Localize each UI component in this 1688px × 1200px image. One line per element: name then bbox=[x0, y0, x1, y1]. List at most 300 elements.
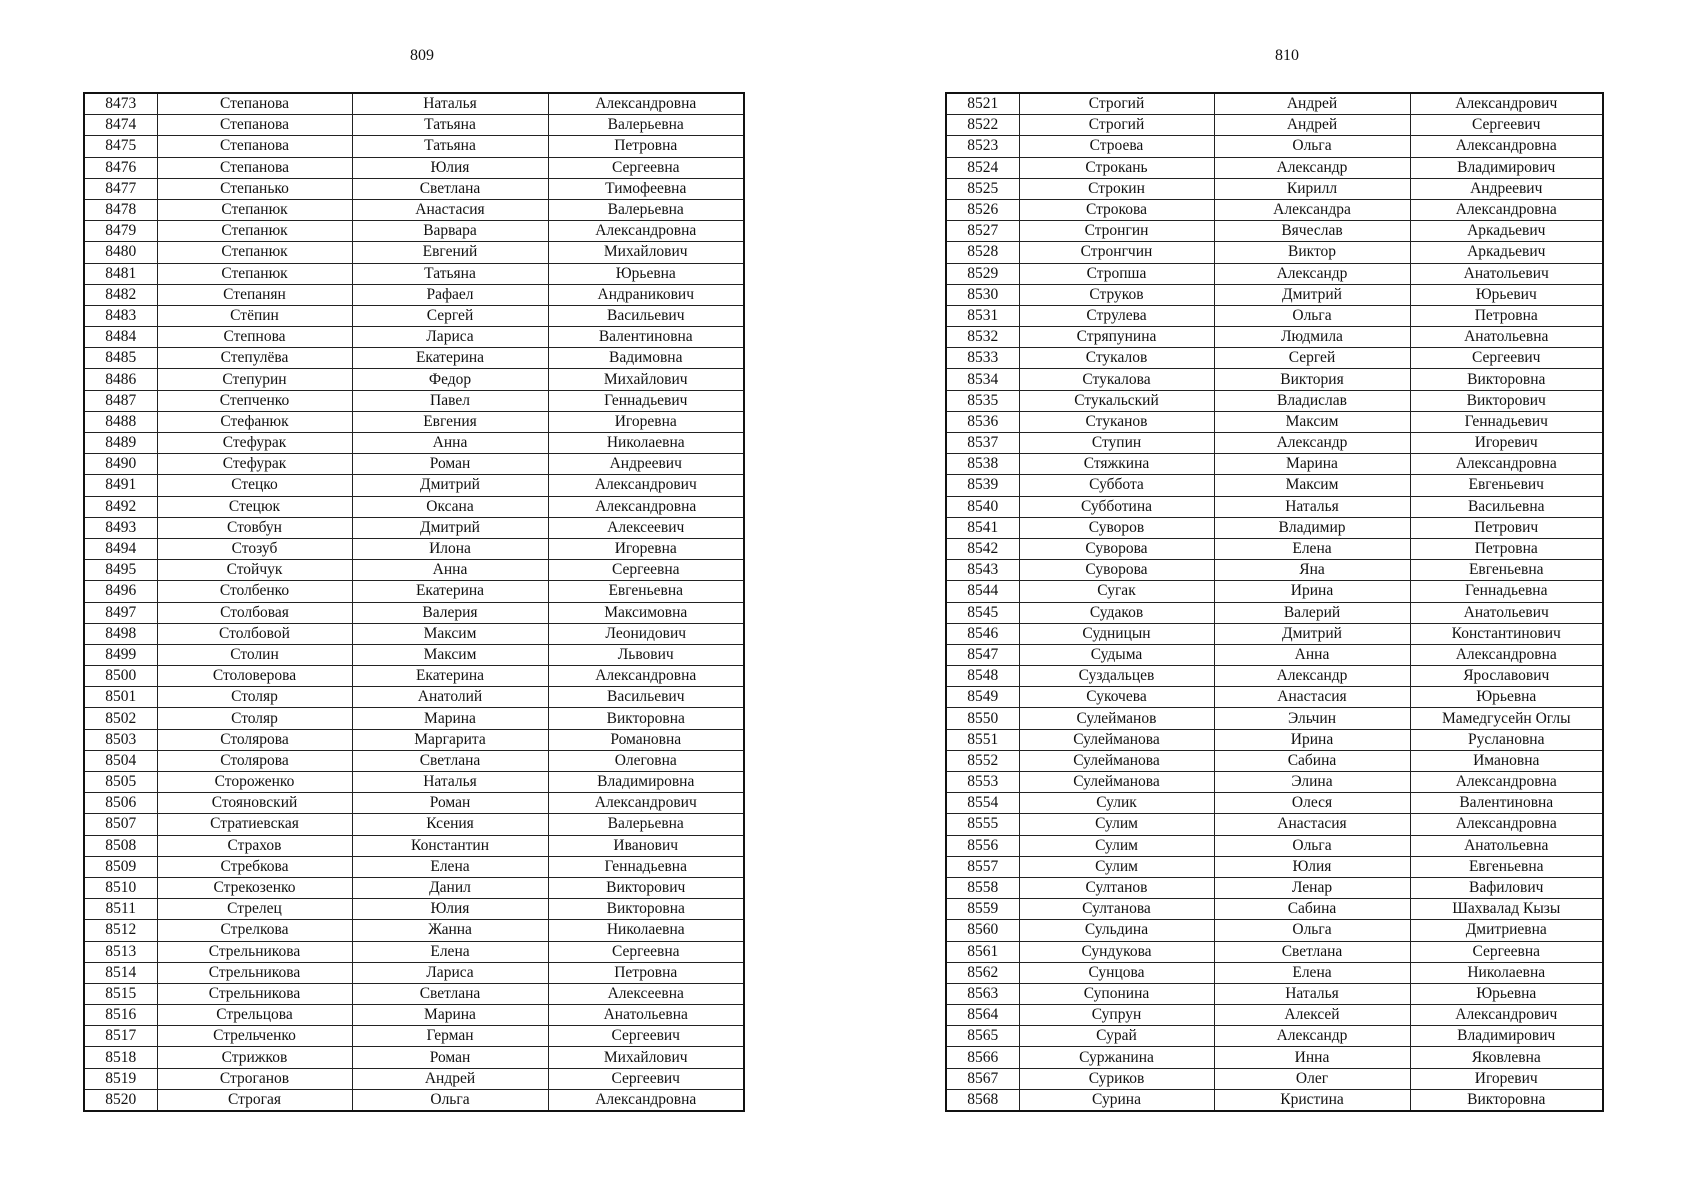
surname-cell: Степулёва bbox=[157, 348, 352, 369]
patronymic-cell: Евгеньевна bbox=[548, 581, 744, 602]
table-row bbox=[84, 327, 744, 348]
record-number-cell: 8515 bbox=[84, 983, 157, 1004]
table-row bbox=[84, 305, 744, 326]
patronymic-cell: Александровна bbox=[1410, 136, 1603, 157]
surname-cell: Стукалов bbox=[1019, 348, 1214, 369]
table-row bbox=[946, 729, 1603, 750]
surname-cell: Судаков bbox=[1019, 602, 1214, 623]
table-row bbox=[946, 93, 1603, 115]
table-row bbox=[84, 623, 744, 644]
table-row bbox=[84, 835, 744, 856]
first-name-cell: Лариса bbox=[352, 962, 548, 983]
surname-cell: Сугак bbox=[1019, 581, 1214, 602]
patronymic-cell: Сергеевич bbox=[548, 1026, 744, 1047]
patronymic-cell: Сергеевна bbox=[548, 560, 744, 581]
first-name-cell: Александр bbox=[1214, 433, 1410, 454]
first-name-cell: Максим bbox=[352, 623, 548, 644]
surname-cell: Сулим bbox=[1019, 856, 1214, 877]
record-number-cell: 8490 bbox=[84, 454, 157, 475]
patronymic-cell: Юрьевна bbox=[1410, 687, 1603, 708]
table-row bbox=[946, 475, 1603, 496]
surname-cell: Стронгин bbox=[1019, 221, 1214, 242]
record-number-cell: 8505 bbox=[84, 772, 157, 793]
table-row bbox=[84, 750, 744, 771]
table-row bbox=[946, 602, 1603, 623]
record-number-cell: 8487 bbox=[84, 390, 157, 411]
patronymic-cell: Руслановна bbox=[1410, 729, 1603, 750]
patronymic-cell: Юрьевна bbox=[548, 263, 744, 284]
record-number-cell: 8534 bbox=[946, 369, 1019, 390]
surname-cell: Степанюк bbox=[157, 199, 352, 220]
table-row bbox=[84, 221, 744, 242]
table-row bbox=[84, 666, 744, 687]
surname-cell: Степанько bbox=[157, 178, 352, 199]
first-name-cell: Вячеслав bbox=[1214, 221, 1410, 242]
record-number-cell: 8473 bbox=[84, 93, 157, 115]
surname-cell: Стрелец bbox=[157, 899, 352, 920]
table-row bbox=[946, 1089, 1603, 1111]
first-name-cell: Александр bbox=[1214, 1026, 1410, 1047]
first-name-cell: Екатерина bbox=[352, 666, 548, 687]
first-name-cell: Александр bbox=[1214, 666, 1410, 687]
surname-cell: Субботина bbox=[1019, 496, 1214, 517]
record-number-cell: 8561 bbox=[946, 941, 1019, 962]
first-name-cell: Марина bbox=[352, 1005, 548, 1026]
patronymic-cell: Александрович bbox=[548, 793, 744, 814]
record-number-cell: 8517 bbox=[84, 1026, 157, 1047]
first-name-cell: Оксана bbox=[352, 496, 548, 517]
first-name-cell: Татьяна bbox=[352, 115, 548, 136]
patronymic-cell: Львович bbox=[548, 644, 744, 665]
first-name-cell: Валерий bbox=[1214, 602, 1410, 623]
patronymic-cell: Владимирович bbox=[1410, 1026, 1603, 1047]
surname-cell: Стрельченко bbox=[157, 1026, 352, 1047]
first-name-cell: Ленар bbox=[1214, 877, 1410, 898]
record-number-cell: 8482 bbox=[84, 284, 157, 305]
table-row bbox=[84, 390, 744, 411]
surname-cell: Степурин bbox=[157, 369, 352, 390]
first-name-cell: Кристина bbox=[1214, 1089, 1410, 1111]
surname-cell: Сулейманова bbox=[1019, 772, 1214, 793]
first-name-cell: Анна bbox=[352, 433, 548, 454]
first-name-cell: Наталья bbox=[352, 772, 548, 793]
record-number-cell: 8529 bbox=[946, 263, 1019, 284]
surname-cell: Стукальский bbox=[1019, 390, 1214, 411]
patronymic-cell: Анатольевна bbox=[1410, 327, 1603, 348]
first-name-cell: Дмитрий bbox=[1214, 284, 1410, 305]
record-number-cell: 8509 bbox=[84, 856, 157, 877]
first-name-cell: Сабина bbox=[1214, 899, 1410, 920]
surname-cell: Стропша bbox=[1019, 263, 1214, 284]
surname-cell: Степанян bbox=[157, 284, 352, 305]
patronymic-cell: Анатольевич bbox=[1410, 602, 1603, 623]
record-number-cell: 8527 bbox=[946, 221, 1019, 242]
left-page-number: 809 bbox=[410, 47, 434, 64]
table-row bbox=[84, 136, 744, 157]
patronymic-cell: Михайлович bbox=[548, 242, 744, 263]
surname-cell: Стрельцова bbox=[157, 1005, 352, 1026]
first-name-cell: Дмитрий bbox=[1214, 623, 1410, 644]
first-name-cell: Алексей bbox=[1214, 1005, 1410, 1026]
patronymic-cell: Викторовна bbox=[1410, 1089, 1603, 1111]
record-number-cell: 8521 bbox=[946, 93, 1019, 115]
record-number-cell: 8500 bbox=[84, 666, 157, 687]
patronymic-cell: Андреевич bbox=[548, 454, 744, 475]
table-row bbox=[946, 517, 1603, 538]
table-row bbox=[84, 454, 744, 475]
table-row bbox=[946, 369, 1603, 390]
patronymic-cell: Сергеевич bbox=[1410, 115, 1603, 136]
patronymic-cell: Игоревна bbox=[548, 411, 744, 432]
surname-cell: Стукалова bbox=[1019, 369, 1214, 390]
first-name-cell: Виктория bbox=[1214, 369, 1410, 390]
record-number-cell: 8552 bbox=[946, 750, 1019, 771]
first-name-cell: Анна bbox=[1214, 644, 1410, 665]
table-row bbox=[84, 1047, 744, 1068]
surname-cell: Стуканов bbox=[1019, 411, 1214, 432]
record-number-cell: 8481 bbox=[84, 263, 157, 284]
patronymic-cell: Аркадьевич bbox=[1410, 221, 1603, 242]
patronymic-cell: Андреевич bbox=[1410, 178, 1603, 199]
record-number-cell: 8477 bbox=[84, 178, 157, 199]
first-name-cell: Анастасия bbox=[1214, 687, 1410, 708]
surname-cell: Сукочева bbox=[1019, 687, 1214, 708]
table-row bbox=[946, 305, 1603, 326]
patronymic-cell: Викторовна bbox=[1410, 369, 1603, 390]
surname-cell: Сундукова bbox=[1019, 941, 1214, 962]
surname-cell: Сулейманова bbox=[1019, 750, 1214, 771]
record-number-cell: 8532 bbox=[946, 327, 1019, 348]
table-row bbox=[946, 221, 1603, 242]
first-name-cell: Екатерина bbox=[352, 581, 548, 602]
table-row bbox=[84, 242, 744, 263]
surname-cell: Столбовой bbox=[157, 623, 352, 644]
record-number-cell: 8474 bbox=[84, 115, 157, 136]
first-name-cell: Анастасия bbox=[1214, 814, 1410, 835]
table-row bbox=[946, 411, 1603, 432]
first-name-cell: Кирилл bbox=[1214, 178, 1410, 199]
first-name-cell: Ольга bbox=[1214, 305, 1410, 326]
surname-cell: Степанюк bbox=[157, 221, 352, 242]
left-register-table bbox=[83, 92, 745, 1112]
patronymic-cell: Александрович bbox=[1410, 93, 1603, 115]
record-number-cell: 8503 bbox=[84, 729, 157, 750]
first-name-cell: Элина bbox=[1214, 772, 1410, 793]
record-number-cell: 8553 bbox=[946, 772, 1019, 793]
record-number-cell: 8494 bbox=[84, 538, 157, 559]
first-name-cell: Юлия bbox=[352, 157, 548, 178]
record-number-cell: 8516 bbox=[84, 1005, 157, 1026]
patronymic-cell: Петровна bbox=[1410, 538, 1603, 559]
first-name-cell: Александр bbox=[1214, 263, 1410, 284]
record-number-cell: 8545 bbox=[946, 602, 1019, 623]
first-name-cell: Светлана bbox=[352, 178, 548, 199]
first-name-cell: Сергей bbox=[352, 305, 548, 326]
patronymic-cell: Сергеевна bbox=[548, 941, 744, 962]
patronymic-cell: Александровна bbox=[1410, 814, 1603, 835]
record-number-cell: 8488 bbox=[84, 411, 157, 432]
record-number-cell: 8555 bbox=[946, 814, 1019, 835]
surname-cell: Султанов bbox=[1019, 877, 1214, 898]
record-number-cell: 8539 bbox=[946, 475, 1019, 496]
record-number-cell: 8501 bbox=[84, 687, 157, 708]
first-name-cell: Сабина bbox=[1214, 750, 1410, 771]
first-name-cell: Валерия bbox=[352, 602, 548, 623]
surname-cell: Суздальцев bbox=[1019, 666, 1214, 687]
right-page-number: 810 bbox=[1275, 47, 1299, 64]
table-row bbox=[946, 157, 1603, 178]
first-name-cell: Константин bbox=[352, 835, 548, 856]
patronymic-cell: Иванович bbox=[548, 835, 744, 856]
first-name-cell: Инна bbox=[1214, 1047, 1410, 1068]
table-row bbox=[946, 581, 1603, 602]
first-name-cell: Ольга bbox=[352, 1089, 548, 1111]
first-name-cell: Анастасия bbox=[352, 199, 548, 220]
table-row bbox=[84, 178, 744, 199]
patronymic-cell: Игоревич bbox=[1410, 433, 1603, 454]
first-name-cell: Александра bbox=[1214, 199, 1410, 220]
record-number-cell: 8512 bbox=[84, 920, 157, 941]
patronymic-cell: Викторович bbox=[548, 877, 744, 898]
record-number-cell: 8483 bbox=[84, 305, 157, 326]
table-row bbox=[84, 877, 744, 898]
table-row bbox=[946, 856, 1603, 877]
surname-cell: Стрельникова bbox=[157, 983, 352, 1004]
surname-cell: Степанова bbox=[157, 136, 352, 157]
first-name-cell: Андрей bbox=[1214, 93, 1410, 115]
first-name-cell: Татьяна bbox=[352, 136, 548, 157]
table-row bbox=[84, 157, 744, 178]
record-number-cell: 8568 bbox=[946, 1089, 1019, 1111]
table-row bbox=[946, 115, 1603, 136]
table-row bbox=[946, 899, 1603, 920]
surname-cell: Строгий bbox=[1019, 115, 1214, 136]
surname-cell: Степанова bbox=[157, 115, 352, 136]
table-row bbox=[84, 941, 744, 962]
patronymic-cell: Евгеньевич bbox=[1410, 475, 1603, 496]
record-number-cell: 8523 bbox=[946, 136, 1019, 157]
first-name-cell: Варвара bbox=[352, 221, 548, 242]
table-row bbox=[84, 856, 744, 877]
patronymic-cell: Шахвалад Кызы bbox=[1410, 899, 1603, 920]
surname-cell: Стозуб bbox=[157, 538, 352, 559]
record-number-cell: 8549 bbox=[946, 687, 1019, 708]
table-row bbox=[946, 644, 1603, 665]
record-number-cell: 8554 bbox=[946, 793, 1019, 814]
first-name-cell: Елена bbox=[1214, 962, 1410, 983]
table-row bbox=[84, 199, 744, 220]
surname-cell: Строкова bbox=[1019, 199, 1214, 220]
record-number-cell: 8491 bbox=[84, 475, 157, 496]
surname-cell: Стрижков bbox=[157, 1047, 352, 1068]
first-name-cell: Марина bbox=[1214, 454, 1410, 475]
record-number-cell: 8551 bbox=[946, 729, 1019, 750]
record-number-cell: 8520 bbox=[84, 1089, 157, 1111]
patronymic-cell: Валентиновна bbox=[548, 327, 744, 348]
patronymic-cell: Анатольевич bbox=[1410, 263, 1603, 284]
record-number-cell: 8499 bbox=[84, 644, 157, 665]
surname-cell: Столбенко bbox=[157, 581, 352, 602]
table-row bbox=[84, 1089, 744, 1111]
record-number-cell: 8486 bbox=[84, 369, 157, 390]
record-number-cell: 8495 bbox=[84, 560, 157, 581]
table-row bbox=[946, 327, 1603, 348]
patronymic-cell: Геннадьевич bbox=[548, 390, 744, 411]
surname-cell: Стряпунина bbox=[1019, 327, 1214, 348]
surname-cell: Строганов bbox=[157, 1068, 352, 1089]
surname-cell: Султанова bbox=[1019, 899, 1214, 920]
record-number-cell: 8496 bbox=[84, 581, 157, 602]
patronymic-cell: Юрьевич bbox=[1410, 284, 1603, 305]
table-row bbox=[84, 814, 744, 835]
first-name-cell: Максим bbox=[1214, 475, 1410, 496]
table-row bbox=[84, 560, 744, 581]
record-number-cell: 8562 bbox=[946, 962, 1019, 983]
surname-cell: Стронгчин bbox=[1019, 242, 1214, 263]
record-number-cell: 8508 bbox=[84, 835, 157, 856]
surname-cell: Стёпин bbox=[157, 305, 352, 326]
table-row bbox=[84, 1068, 744, 1089]
first-name-cell: Олег bbox=[1214, 1068, 1410, 1089]
surname-cell: Суворова bbox=[1019, 538, 1214, 559]
record-number-cell: 8542 bbox=[946, 538, 1019, 559]
record-number-cell: 8544 bbox=[946, 581, 1019, 602]
first-name-cell: Андрей bbox=[1214, 115, 1410, 136]
patronymic-cell: Имановна bbox=[1410, 750, 1603, 771]
record-number-cell: 8513 bbox=[84, 941, 157, 962]
surname-cell: Строкань bbox=[1019, 157, 1214, 178]
table-row bbox=[946, 750, 1603, 771]
table-row bbox=[84, 899, 744, 920]
patronymic-cell: Вадимовна bbox=[548, 348, 744, 369]
first-name-cell: Анна bbox=[352, 560, 548, 581]
table-row bbox=[946, 920, 1603, 941]
record-number-cell: 8478 bbox=[84, 199, 157, 220]
first-name-cell: Ирина bbox=[1214, 729, 1410, 750]
table-row bbox=[84, 983, 744, 1004]
surname-cell: Стратиевская bbox=[157, 814, 352, 835]
first-name-cell: Роман bbox=[352, 1047, 548, 1068]
surname-cell: Супонина bbox=[1019, 983, 1214, 1004]
first-name-cell: Наталья bbox=[352, 93, 548, 115]
table-row bbox=[946, 666, 1603, 687]
table-row bbox=[946, 708, 1603, 729]
surname-cell: Столяр bbox=[157, 687, 352, 708]
patronymic-cell: Валентиновна bbox=[1410, 793, 1603, 814]
first-name-cell: Герман bbox=[352, 1026, 548, 1047]
record-number-cell: 8528 bbox=[946, 242, 1019, 263]
first-name-cell: Дмитрий bbox=[352, 475, 548, 496]
first-name-cell: Екатерина bbox=[352, 348, 548, 369]
first-name-cell: Ольга bbox=[1214, 920, 1410, 941]
first-name-cell: Роман bbox=[352, 793, 548, 814]
record-number-cell: 8479 bbox=[84, 221, 157, 242]
patronymic-cell: Александровна bbox=[548, 93, 744, 115]
table-row bbox=[946, 1026, 1603, 1047]
patronymic-cell: Викторович bbox=[1410, 390, 1603, 411]
surname-cell: Супрун bbox=[1019, 1005, 1214, 1026]
patronymic-cell: Сергеевна bbox=[548, 157, 744, 178]
patronymic-cell: Алексеевна bbox=[548, 983, 744, 1004]
table-row bbox=[946, 1068, 1603, 1089]
patronymic-cell: Юрьевна bbox=[1410, 983, 1603, 1004]
patronymic-cell: Игоревич bbox=[1410, 1068, 1603, 1089]
first-name-cell: Наталья bbox=[1214, 496, 1410, 517]
first-name-cell: Елена bbox=[352, 856, 548, 877]
patronymic-cell: Петрович bbox=[1410, 517, 1603, 538]
first-name-cell: Ольга bbox=[1214, 835, 1410, 856]
surname-cell: Страхов bbox=[157, 835, 352, 856]
patronymic-cell: Романовна bbox=[548, 729, 744, 750]
first-name-cell: Павел bbox=[352, 390, 548, 411]
table-row bbox=[946, 1005, 1603, 1026]
record-number-cell: 8506 bbox=[84, 793, 157, 814]
patronymic-cell: Константинович bbox=[1410, 623, 1603, 644]
table-row bbox=[946, 433, 1603, 454]
surname-cell: Сулейманова bbox=[1019, 729, 1214, 750]
first-name-cell: Светлана bbox=[352, 983, 548, 1004]
patronymic-cell: Ярославович bbox=[1410, 666, 1603, 687]
patronymic-cell: Олеговна bbox=[548, 750, 744, 771]
first-name-cell: Эльчин bbox=[1214, 708, 1410, 729]
record-number-cell: 8566 bbox=[946, 1047, 1019, 1068]
first-name-cell: Рафаел bbox=[352, 284, 548, 305]
patronymic-cell: Александровна bbox=[548, 221, 744, 242]
surname-cell: Стрелкова bbox=[157, 920, 352, 941]
record-number-cell: 8567 bbox=[946, 1068, 1019, 1089]
surname-cell: Столбовая bbox=[157, 602, 352, 623]
record-number-cell: 8530 bbox=[946, 284, 1019, 305]
patronymic-cell: Александровна bbox=[1410, 772, 1603, 793]
surname-cell: Столин bbox=[157, 644, 352, 665]
patronymic-cell: Васильевна bbox=[1410, 496, 1603, 517]
table-row bbox=[84, 644, 744, 665]
first-name-cell: Сергей bbox=[1214, 348, 1410, 369]
table-row bbox=[84, 433, 744, 454]
record-number-cell: 8536 bbox=[946, 411, 1019, 432]
first-name-cell: Владимир bbox=[1214, 517, 1410, 538]
surname-cell: Стяжкина bbox=[1019, 454, 1214, 475]
patronymic-cell: Дмитриевна bbox=[1410, 920, 1603, 941]
surname-cell: Сулейманов bbox=[1019, 708, 1214, 729]
patronymic-cell: Александровна bbox=[1410, 644, 1603, 665]
patronymic-cell: Тимофеевна bbox=[548, 178, 744, 199]
record-number-cell: 8560 bbox=[946, 920, 1019, 941]
surname-cell: Степанова bbox=[157, 93, 352, 115]
table-row bbox=[946, 772, 1603, 793]
surname-cell: Столяр bbox=[157, 708, 352, 729]
record-number-cell: 8559 bbox=[946, 899, 1019, 920]
table-row bbox=[84, 517, 744, 538]
record-number-cell: 8564 bbox=[946, 1005, 1019, 1026]
patronymic-cell: Александровна bbox=[548, 666, 744, 687]
first-name-cell: Ксения bbox=[352, 814, 548, 835]
first-name-cell: Светлана bbox=[1214, 941, 1410, 962]
surname-cell: Стояновский bbox=[157, 793, 352, 814]
patronymic-cell: Валерьевна bbox=[548, 115, 744, 136]
record-number-cell: 8556 bbox=[946, 835, 1019, 856]
table-row bbox=[946, 496, 1603, 517]
first-name-cell: Людмила bbox=[1214, 327, 1410, 348]
surname-cell: Сулим bbox=[1019, 835, 1214, 856]
record-number-cell: 8497 bbox=[84, 602, 157, 623]
record-number-cell: 8502 bbox=[84, 708, 157, 729]
surname-cell: Стефурак bbox=[157, 433, 352, 454]
record-number-cell: 8480 bbox=[84, 242, 157, 263]
table-row bbox=[84, 284, 744, 305]
table-row bbox=[84, 93, 744, 115]
first-name-cell: Евгения bbox=[352, 411, 548, 432]
